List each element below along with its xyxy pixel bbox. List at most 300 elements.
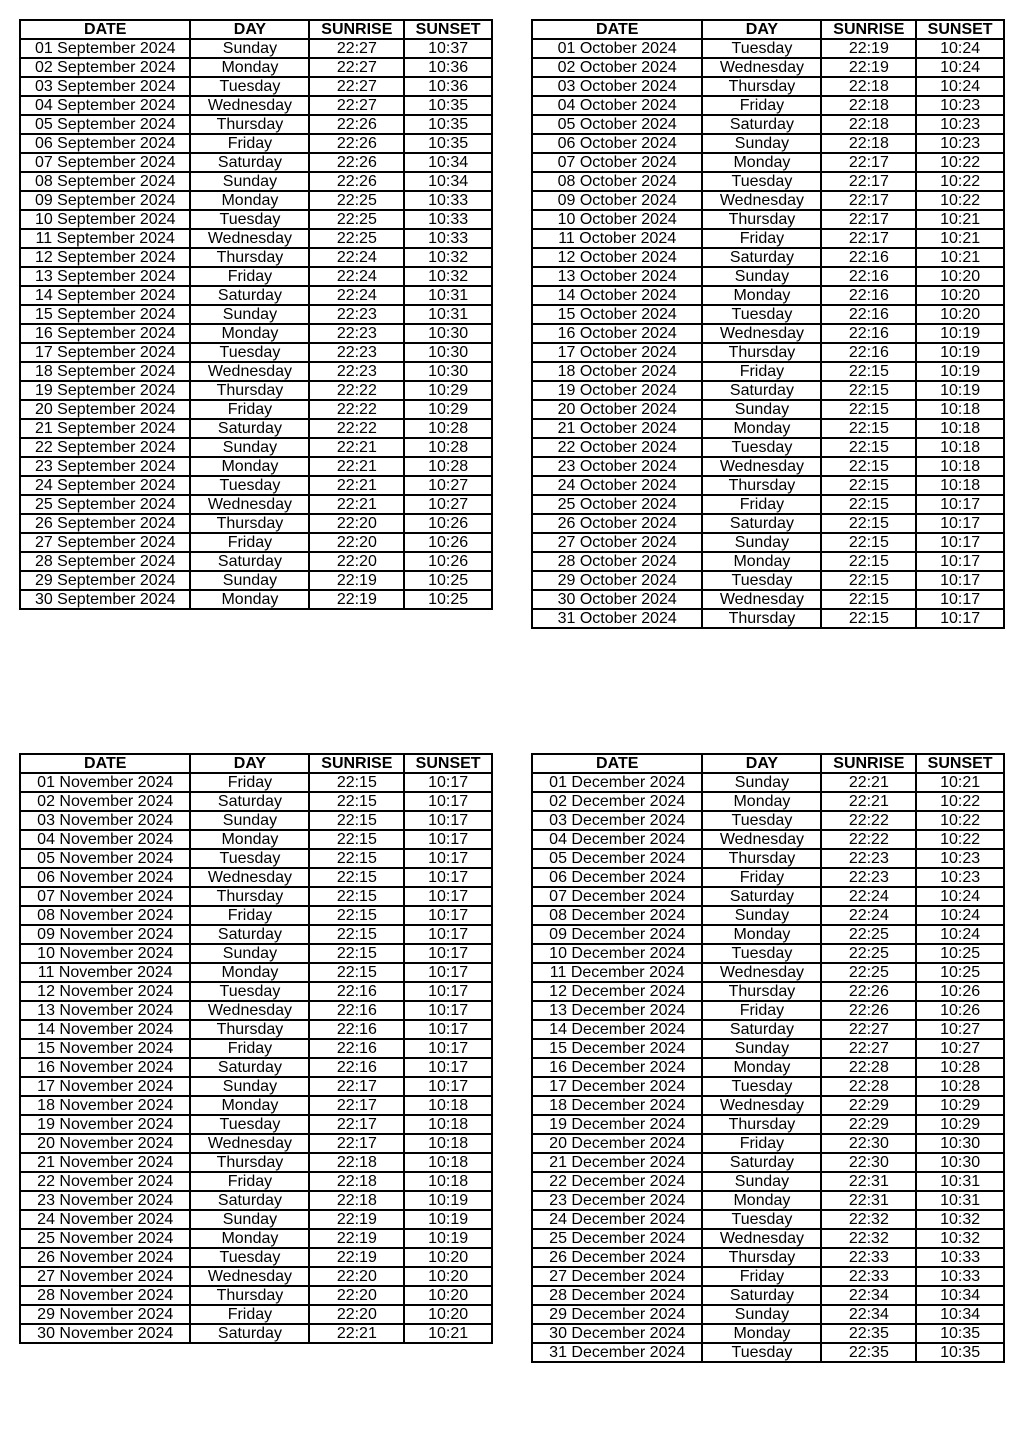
- day-cell: Sunday: [190, 172, 309, 191]
- day-cell: Wednesday: [190, 1267, 309, 1286]
- day-cell: Wednesday: [702, 191, 821, 210]
- table-row: [532, 1305, 1004, 1324]
- day-cell: Friday: [702, 1134, 821, 1153]
- sunset-cell: 10:33: [404, 210, 492, 229]
- sunset-cell: 10:17: [404, 1077, 492, 1096]
- day-cell: Thursday: [702, 1248, 821, 1267]
- date-cell: 23 September 2024: [20, 457, 190, 476]
- day-cell: Sunday: [702, 400, 821, 419]
- day-cell: Monday: [190, 1229, 309, 1248]
- sunrise-cell: 22:21: [309, 438, 404, 457]
- sunset-cell: 10:30: [404, 324, 492, 343]
- date-cell: 15 December 2024: [532, 1039, 702, 1058]
- date-cell: 02 September 2024: [20, 58, 190, 77]
- day-cell: Monday: [702, 552, 821, 571]
- sunrise-cell: 22:23: [821, 868, 916, 887]
- sunrise-cell: 22:23: [309, 343, 404, 362]
- table-row: [532, 134, 1004, 153]
- date-cell: 07 November 2024: [20, 887, 190, 906]
- sunset-cell: 10:19: [916, 343, 1004, 362]
- day-cell: Monday: [702, 153, 821, 172]
- sunrise-cell: 22:22: [309, 400, 404, 419]
- sunrise-cell: 22:31: [821, 1172, 916, 1191]
- sunset-cell: 10:18: [404, 1115, 492, 1134]
- date-cell: 04 December 2024: [532, 830, 702, 849]
- sunrise-cell: 22:17: [821, 153, 916, 172]
- day-cell: Thursday: [190, 381, 309, 400]
- table-row: [532, 172, 1004, 191]
- table-row: [532, 571, 1004, 590]
- sunrise-cell: 22:19: [309, 590, 404, 609]
- date-cell: 16 October 2024: [532, 324, 702, 343]
- table-row: [532, 1077, 1004, 1096]
- table-row: [20, 305, 492, 324]
- date-cell: 18 December 2024: [532, 1096, 702, 1115]
- date-cell: 14 September 2024: [20, 286, 190, 305]
- sunrise-cell: 22:15: [821, 571, 916, 590]
- date-cell: 16 November 2024: [20, 1058, 190, 1077]
- sunset-cell: 10:30: [916, 1153, 1004, 1172]
- date-cell: 04 November 2024: [20, 830, 190, 849]
- date-cell: 17 November 2024: [20, 1077, 190, 1096]
- day-cell: Tuesday: [190, 1248, 309, 1267]
- sunset-cell: 10:17: [404, 849, 492, 868]
- sunrise-cell: 22:15: [821, 457, 916, 476]
- date-cell: 07 December 2024: [532, 887, 702, 906]
- date-cell: 06 September 2024: [20, 134, 190, 153]
- table-row: [20, 906, 492, 925]
- sunset-cell: 10:24: [916, 58, 1004, 77]
- day-cell: Monday: [190, 58, 309, 77]
- table-row: [532, 58, 1004, 77]
- sunset-cell: 10:17: [404, 1020, 492, 1039]
- sunrise-cell: 22:15: [821, 362, 916, 381]
- table-row: [532, 830, 1004, 849]
- sunrise-cell: 22:23: [309, 362, 404, 381]
- sunset-cell: 10:20: [404, 1305, 492, 1324]
- table-row: [532, 115, 1004, 134]
- table-row: [532, 1001, 1004, 1020]
- date-cell: 02 October 2024: [532, 58, 702, 77]
- sunset-cell: 10:21: [916, 773, 1004, 792]
- table-row: [532, 400, 1004, 419]
- day-cell: Saturday: [702, 1286, 821, 1305]
- date-cell: 19 September 2024: [20, 381, 190, 400]
- date-cell: 21 September 2024: [20, 419, 190, 438]
- sunset-cell: 10:29: [404, 381, 492, 400]
- sunrise-cell: 22:16: [821, 324, 916, 343]
- date-cell: 29 November 2024: [20, 1305, 190, 1324]
- sunrise-cell: 22:26: [309, 153, 404, 172]
- date-cell: 06 December 2024: [532, 868, 702, 887]
- sunset-cell: 10:34: [916, 1305, 1004, 1324]
- sunrise-cell: 22:21: [309, 457, 404, 476]
- table-row: [532, 609, 1004, 628]
- sunrise-cell: 22:24: [821, 906, 916, 925]
- date-cell: 16 December 2024: [532, 1058, 702, 1077]
- sunrise-cell: 22:18: [309, 1172, 404, 1191]
- sunrise-cell: 22:20: [309, 1286, 404, 1305]
- sunrise-cell: 22:22: [309, 381, 404, 400]
- sunrise-cell: 22:33: [821, 1248, 916, 1267]
- table-row: [20, 210, 492, 229]
- day-cell: Thursday: [702, 77, 821, 96]
- table-row: [20, 1115, 492, 1134]
- table-row: [20, 1096, 492, 1115]
- day-cell: Saturday: [190, 925, 309, 944]
- date-cell: 24 October 2024: [532, 476, 702, 495]
- day-cell: Wednesday: [702, 1096, 821, 1115]
- date-cell: 06 November 2024: [20, 868, 190, 887]
- day-cell: Sunday: [702, 533, 821, 552]
- day-cell: Tuesday: [702, 1343, 821, 1362]
- table-row: [532, 811, 1004, 830]
- sunset-cell: 10:19: [404, 1210, 492, 1229]
- table-row: [20, 96, 492, 115]
- sunrise-cell: 22:25: [309, 229, 404, 248]
- sunrise-cell: 22:17: [309, 1134, 404, 1153]
- date-cell: 02 November 2024: [20, 792, 190, 811]
- date-cell: 30 October 2024: [532, 590, 702, 609]
- day-cell: Thursday: [190, 1286, 309, 1305]
- date-cell: 27 November 2024: [20, 1267, 190, 1286]
- sunset-cell: 10:19: [404, 1229, 492, 1248]
- sunrise-cell: 22:28: [821, 1058, 916, 1077]
- table-row: [20, 887, 492, 906]
- table-row: [20, 438, 492, 457]
- sunrise-cell: 22:33: [821, 1267, 916, 1286]
- date-cell: 10 September 2024: [20, 210, 190, 229]
- sunrise-header: SUNRISE: [821, 20, 916, 39]
- date-cell: 25 December 2024: [532, 1229, 702, 1248]
- date-cell: 17 September 2024: [20, 343, 190, 362]
- sunrise-cell: 22:30: [821, 1153, 916, 1172]
- date-cell: 28 September 2024: [20, 552, 190, 571]
- table-row: [20, 1267, 492, 1286]
- day-cell: Tuesday: [190, 343, 309, 362]
- day-cell: Monday: [702, 286, 821, 305]
- sunrise-cell: 22:18: [821, 115, 916, 134]
- sunset-cell: 10:18: [404, 1153, 492, 1172]
- sunrise-header: SUNRISE: [309, 754, 404, 773]
- sunrise-cell: 22:15: [821, 438, 916, 457]
- date-cell: 20 November 2024: [20, 1134, 190, 1153]
- sunrise-cell: 22:31: [821, 1191, 916, 1210]
- sunset-cell: 10:25: [404, 571, 492, 590]
- date-cell: 24 September 2024: [20, 476, 190, 495]
- table-row: [20, 457, 492, 476]
- day-cell: Friday: [702, 1267, 821, 1286]
- date-cell: 17 December 2024: [532, 1077, 702, 1096]
- sunrise-cell: 22:35: [821, 1324, 916, 1343]
- table-row: [20, 1134, 492, 1153]
- table-header: [532, 754, 1004, 773]
- date-cell: 17 October 2024: [532, 343, 702, 362]
- day-cell: Tuesday: [702, 811, 821, 830]
- sunset-header: SUNSET: [404, 20, 492, 39]
- table-row: [20, 495, 492, 514]
- table-row: [532, 457, 1004, 476]
- date-cell: 08 September 2024: [20, 172, 190, 191]
- table-row: [532, 1229, 1004, 1248]
- sunset-cell: 10:17: [916, 552, 1004, 571]
- sunrise-cell: 22:15: [821, 419, 916, 438]
- sunset-cell: 10:17: [404, 925, 492, 944]
- date-cell: 30 November 2024: [20, 1324, 190, 1343]
- table-row: [20, 963, 492, 982]
- sunrise-cell: 22:17: [309, 1096, 404, 1115]
- date-cell: 05 October 2024: [532, 115, 702, 134]
- date-cell: 14 November 2024: [20, 1020, 190, 1039]
- sunset-cell: 10:18: [916, 419, 1004, 438]
- sunrise-cell: 22:15: [309, 830, 404, 849]
- sunrise-cell: 22:15: [821, 381, 916, 400]
- sunset-cell: 10:35: [404, 96, 492, 115]
- sunset-cell: 10:31: [404, 286, 492, 305]
- sunset-cell: 10:22: [916, 191, 1004, 210]
- header-row: [20, 20, 492, 39]
- day-cell: Saturday: [702, 248, 821, 267]
- sunrise-cell: 22:27: [309, 77, 404, 96]
- sunset-cell: 10:20: [916, 267, 1004, 286]
- sunset-cell: 10:26: [916, 982, 1004, 1001]
- day-cell: Monday: [702, 1324, 821, 1343]
- date-cell: 25 November 2024: [20, 1229, 190, 1248]
- day-cell: Sunday: [190, 811, 309, 830]
- sunset-cell: 10:22: [916, 792, 1004, 811]
- day-cell: Tuesday: [190, 476, 309, 495]
- sunrise-cell: 22:26: [821, 1001, 916, 1020]
- header-row: [20, 754, 492, 773]
- day-cell: Sunday: [190, 305, 309, 324]
- day-cell: Tuesday: [702, 1077, 821, 1096]
- day-cell: Friday: [702, 229, 821, 248]
- day-cell: Thursday: [702, 1115, 821, 1134]
- sunset-cell: 10:34: [404, 172, 492, 191]
- table-row: [532, 773, 1004, 792]
- day-cell: Friday: [190, 267, 309, 286]
- table-row: [532, 792, 1004, 811]
- date-cell: 02 December 2024: [532, 792, 702, 811]
- table-row: [532, 849, 1004, 868]
- sunset-cell: 10:20: [916, 286, 1004, 305]
- table-row: [20, 792, 492, 811]
- sunset-cell: 10:35: [404, 115, 492, 134]
- table-row: [20, 1324, 492, 1343]
- sunset-cell: 10:25: [404, 590, 492, 609]
- sunset-cell: 10:28: [404, 419, 492, 438]
- sunset-cell: 10:28: [404, 457, 492, 476]
- sunrise-cell: 22:15: [821, 533, 916, 552]
- sunrise-cell: 22:17: [309, 1077, 404, 1096]
- sunrise-cell: 22:24: [309, 248, 404, 267]
- table-row: [532, 153, 1004, 172]
- table-row: [20, 476, 492, 495]
- table-row: [20, 830, 492, 849]
- table-row: [532, 1210, 1004, 1229]
- date-header: DATE: [532, 20, 702, 39]
- day-cell: Thursday: [190, 514, 309, 533]
- date-cell: 18 September 2024: [20, 362, 190, 381]
- sunset-cell: 10:17: [916, 609, 1004, 628]
- day-cell: Monday: [190, 191, 309, 210]
- sunset-cell: 10:20: [404, 1248, 492, 1267]
- date-cell: 14 December 2024: [532, 1020, 702, 1039]
- day-cell: Friday: [190, 773, 309, 792]
- day-cell: Thursday: [702, 343, 821, 362]
- sunset-cell: 10:23: [916, 868, 1004, 887]
- date-cell: 09 November 2024: [20, 925, 190, 944]
- date-cell: 13 October 2024: [532, 267, 702, 286]
- sunrise-cell: 22:25: [821, 944, 916, 963]
- sunrise-cell: 22:25: [309, 210, 404, 229]
- table-row: [532, 514, 1004, 533]
- sunrise-cell: 22:15: [309, 773, 404, 792]
- sunrise-cell: 22:15: [309, 906, 404, 925]
- date-cell: 27 October 2024: [532, 533, 702, 552]
- day-cell: Sunday: [702, 1305, 821, 1324]
- sunset-cell: 10:26: [404, 533, 492, 552]
- sunrise-cell: 22:30: [821, 1134, 916, 1153]
- day-cell: Tuesday: [702, 39, 821, 58]
- sunrise-cell: 22:21: [309, 476, 404, 495]
- table-row: [20, 1305, 492, 1324]
- day-cell: Saturday: [190, 1058, 309, 1077]
- sunset-cell: 10:32: [404, 267, 492, 286]
- table-row: [20, 39, 492, 58]
- day-cell: Saturday: [702, 1153, 821, 1172]
- day-cell: Thursday: [190, 115, 309, 134]
- sunrise-cell: 22:20: [309, 533, 404, 552]
- day-cell: Friday: [190, 1172, 309, 1191]
- table-row: [532, 343, 1004, 362]
- date-cell: 22 December 2024: [532, 1172, 702, 1191]
- date-cell: 12 December 2024: [532, 982, 702, 1001]
- day-cell: Saturday: [190, 552, 309, 571]
- date-cell: 10 December 2024: [532, 944, 702, 963]
- table-row: [20, 1001, 492, 1020]
- table-row: [20, 324, 492, 343]
- day-cell: Tuesday: [702, 305, 821, 324]
- date-cell: 13 November 2024: [20, 1001, 190, 1020]
- table-row: [532, 590, 1004, 609]
- day-cell: Sunday: [190, 571, 309, 590]
- sunrise-cell: 22:18: [821, 134, 916, 153]
- table-row: [532, 267, 1004, 286]
- sunset-cell: 10:33: [404, 191, 492, 210]
- sunrise-cell: 22:24: [309, 286, 404, 305]
- table-row: [20, 229, 492, 248]
- date-cell: 20 October 2024: [532, 400, 702, 419]
- table-row: [20, 571, 492, 590]
- date-cell: 12 October 2024: [532, 248, 702, 267]
- sunrise-cell: 22:34: [821, 1305, 916, 1324]
- table-row: [20, 514, 492, 533]
- sunset-cell: 10:29: [916, 1115, 1004, 1134]
- header-row: [532, 754, 1004, 773]
- date-cell: 28 October 2024: [532, 552, 702, 571]
- table-header: [20, 754, 492, 773]
- table-row: [20, 1020, 492, 1039]
- day-header: DAY: [702, 20, 821, 39]
- day-cell: Saturday: [190, 419, 309, 438]
- day-cell: Wednesday: [190, 868, 309, 887]
- sunrise-cell: 22:26: [309, 115, 404, 134]
- sunset-cell: 10:17: [404, 773, 492, 792]
- sunset-cell: 10:17: [404, 963, 492, 982]
- table-row: [20, 982, 492, 1001]
- day-cell: Monday: [702, 419, 821, 438]
- day-cell: Monday: [190, 1096, 309, 1115]
- table-row: [532, 77, 1004, 96]
- table-row: [532, 39, 1004, 58]
- sunset-cell: 10:30: [404, 343, 492, 362]
- sunrise-cell: 22:16: [821, 248, 916, 267]
- sunset-cell: 10:33: [916, 1267, 1004, 1286]
- sunset-cell: 10:17: [404, 887, 492, 906]
- day-cell: Tuesday: [702, 172, 821, 191]
- table-body: [532, 773, 1004, 1362]
- sunrise-cell: 22:22: [821, 811, 916, 830]
- sunset-cell: 10:21: [916, 210, 1004, 229]
- sunset-cell: 10:21: [916, 248, 1004, 267]
- table-row: [532, 887, 1004, 906]
- sunrise-cell: 22:29: [821, 1115, 916, 1134]
- date-cell: 22 November 2024: [20, 1172, 190, 1191]
- sunrise-cell: 22:24: [821, 887, 916, 906]
- day-cell: Friday: [190, 906, 309, 925]
- date-cell: 25 October 2024: [532, 495, 702, 514]
- day-cell: Wednesday: [702, 324, 821, 343]
- sunset-cell: 10:28: [916, 1058, 1004, 1077]
- sunrise-cell: 22:15: [309, 944, 404, 963]
- sunset-cell: 10:18: [404, 1096, 492, 1115]
- day-cell: Wednesday: [702, 830, 821, 849]
- sunset-cell: 10:22: [916, 153, 1004, 172]
- sunrise-cell: 22:19: [309, 1229, 404, 1248]
- table-row: [532, 925, 1004, 944]
- sunset-cell: 10:32: [916, 1229, 1004, 1248]
- sunrise-cell: 22:17: [309, 1115, 404, 1134]
- day-cell: Tuesday: [190, 77, 309, 96]
- sunrise-cell: 22:15: [821, 476, 916, 495]
- date-cell: 04 September 2024: [20, 96, 190, 115]
- date-cell: 26 September 2024: [20, 514, 190, 533]
- table-row: [532, 1248, 1004, 1267]
- sunrise-cell: 22:23: [309, 324, 404, 343]
- day-cell: Friday: [190, 134, 309, 153]
- date-cell: 19 November 2024: [20, 1115, 190, 1134]
- table-row: [532, 476, 1004, 495]
- day-cell: Wednesday: [190, 362, 309, 381]
- day-cell: Thursday: [190, 887, 309, 906]
- date-cell: 19 December 2024: [532, 1115, 702, 1134]
- table-row: [532, 191, 1004, 210]
- date-cell: 29 December 2024: [532, 1305, 702, 1324]
- day-cell: Tuesday: [190, 849, 309, 868]
- sunset-cell: 10:27: [404, 476, 492, 495]
- day-cell: Friday: [190, 1305, 309, 1324]
- day-cell: Sunday: [190, 39, 309, 58]
- sunrise-cell: 22:27: [821, 1039, 916, 1058]
- day-cell: Monday: [702, 1191, 821, 1210]
- date-cell: 22 September 2024: [20, 438, 190, 457]
- sunrise-cell: 22:16: [821, 343, 916, 362]
- day-cell: Wednesday: [190, 229, 309, 248]
- sunset-header: SUNSET: [916, 754, 1004, 773]
- table-row: [532, 1153, 1004, 1172]
- table-row: [532, 1096, 1004, 1115]
